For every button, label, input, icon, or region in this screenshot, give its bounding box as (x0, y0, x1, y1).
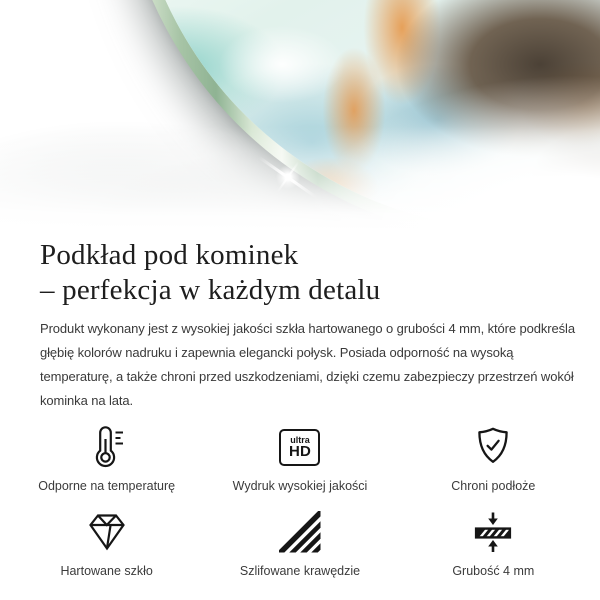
feature-temperature-resistant (10, 423, 203, 494)
page-title (40, 238, 560, 308)
polished-edges-icon (276, 508, 324, 556)
feature-thickness (397, 508, 590, 579)
feature-label: Grubość 4 mm (452, 564, 535, 578)
thermometer-icon (83, 423, 131, 471)
feature-polished-edges (203, 508, 396, 579)
page-title-line2: – perfekcja w każdym detalu (40, 274, 381, 306)
feature-label: Chroni podłoże (451, 479, 536, 493)
product-info-section (0, 238, 600, 579)
ultra-hd-icon (279, 423, 320, 471)
product-hero-image (0, 0, 600, 230)
ultra-hd-badge-bottom: HD (288, 442, 312, 460)
feature-label: Wydruk wysokiej jakości (232, 479, 368, 493)
product-description: Produkt wykonany jest z wysokiej jakości szkła hartowanego o grubości 4 mm, które podkreśla głębię kolorów nadruku i zapewnia elegancki połysk. Posiada odporność na wysoką temperaturę, a także chroni przed uszkodzeniami, dzięki czemu zabezpieczy przestrzeń wokół kominka na lata. (40, 321, 575, 408)
feature-protects-floor (397, 423, 590, 494)
shield-check-icon (469, 423, 517, 471)
feature-label: Hartowane szkło (60, 564, 153, 578)
thickness-icon (469, 508, 517, 556)
ultra-hd-badge-top: ultra (290, 434, 310, 445)
feature-label: Szlifowane krawędzie (239, 564, 361, 578)
feature-print-quality (203, 423, 396, 494)
diamond-icon (83, 508, 131, 556)
page-title-line1: Podkład pod kominek (40, 239, 299, 271)
features-grid (0, 423, 600, 579)
feature-tempered-glass (10, 508, 203, 579)
hero-fade-overlay (0, 0, 600, 230)
feature-label: Odporne na temperaturę (38, 479, 176, 493)
